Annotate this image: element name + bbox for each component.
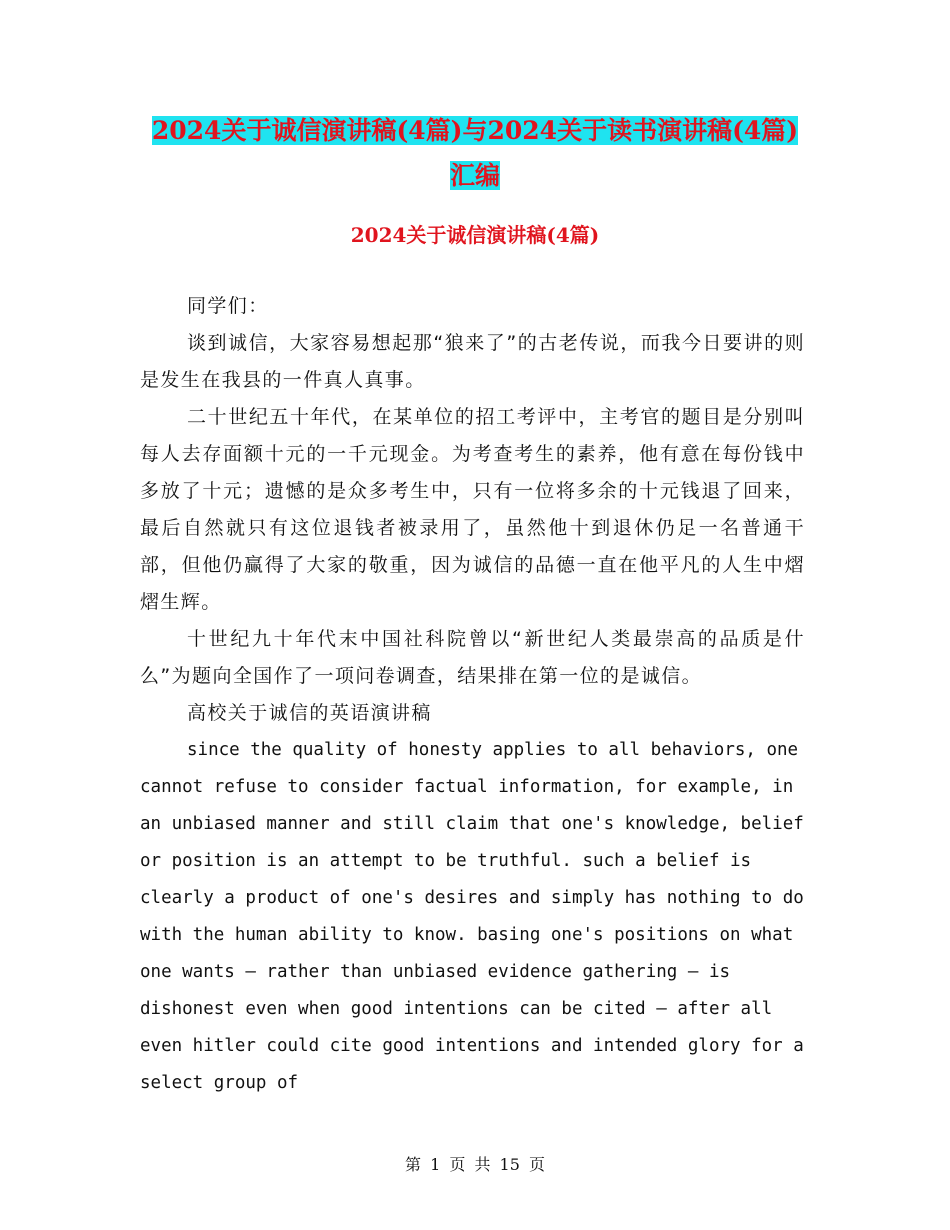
document-title-text: 2024关于诚信演讲稿(4篇)与2024关于读书演讲稿(4篇)汇编 bbox=[151, 116, 799, 190]
paragraph-intro: 谈到诚信，大家容易想起那“狼来了”的古老传说，而我今日要讲的则是发生在我县的一件真人真事。 bbox=[140, 332, 805, 391]
paragraph-subheading: 高校关于诚信的英语演讲稿 bbox=[187, 702, 432, 724]
paragraph-survey: 十世纪九十年代末中国社科院曾以“新世纪人类最崇高的品质是什么”为题向全国作了一项问卷调查，结果排在第一位的是诚信。 bbox=[140, 628, 805, 687]
paragraph-greeting: 同学们： bbox=[187, 295, 269, 317]
document-title bbox=[140, 108, 810, 198]
section-title: 2024关于诚信演讲稿(4篇) bbox=[350, 223, 600, 247]
paragraph-english: since the quality of honesty applies to all behaviors, one cannot refuse to consider factual information, for example, in an unbiased manner and still claim that one's knowledge, belief or position is an attempt to be truthful. such a belief is clearly a product of one's desires and simply has nothing to do with the human ability to know. basing one's positions on what one wants — rather than unbiased evidence gathering — is dishonest even when good intentions can be cited — after all even hitler could cite good intentions and intended glory for a select group of bbox=[140, 740, 804, 1093]
paragraph-story: 二十世纪五十年代，在某单位的招工考评中，主考官的题目是分别叫每人去存面额十元的一千元现金。为考查考生的素养，他有意在每份钱中多放了十元；遗憾的是众多考生中，只有一位将多余的十元钱退了回来，最后自然就只有这位退钱者被录用了，虽然他十到退休仍足一名普通干部，但他仍赢得了大家的敬重，因为诚信的品德一直在他平凡的人生中熠熠生辉。 bbox=[140, 406, 805, 613]
page-footer: 第 1 页 共 15 页 bbox=[405, 1155, 545, 1174]
document-body bbox=[140, 288, 805, 1102]
